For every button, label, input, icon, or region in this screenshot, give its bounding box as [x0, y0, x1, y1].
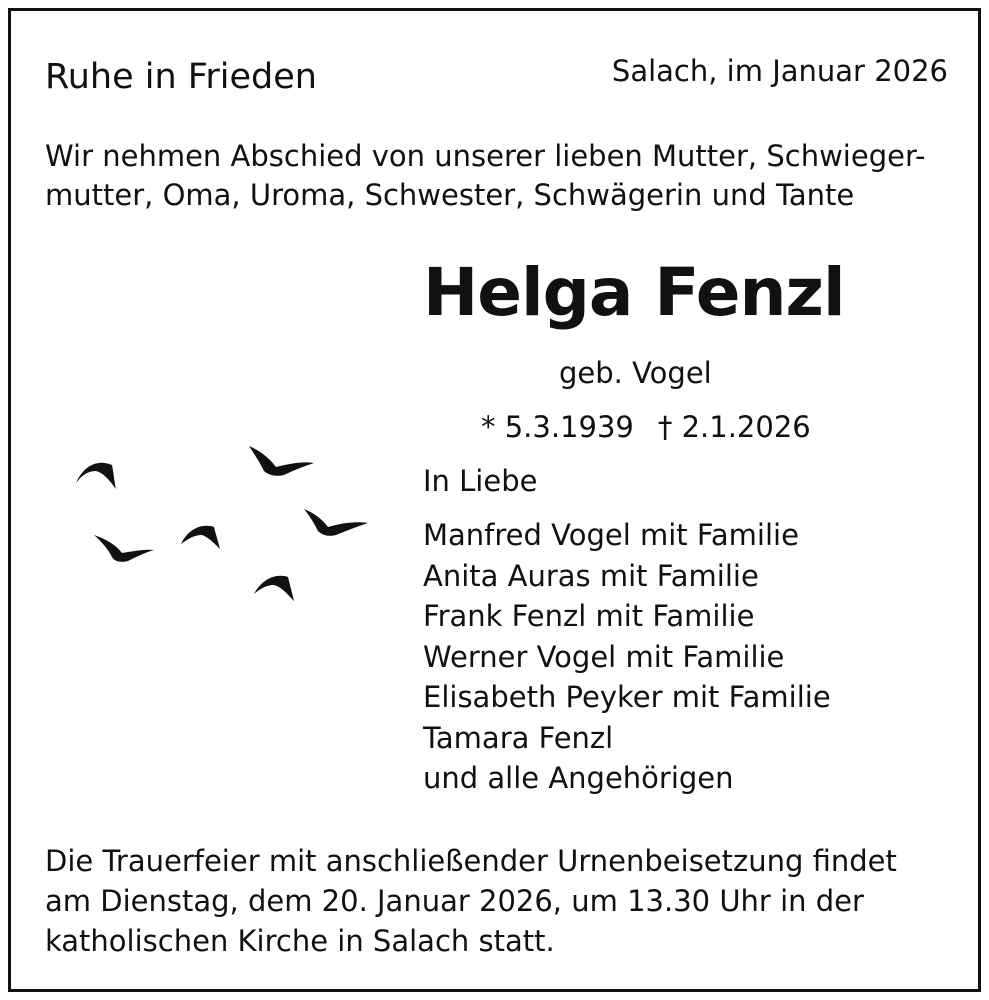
bird-icon — [249, 446, 314, 476]
bird-icon — [76, 463, 116, 489]
intro-line: mutter, Oma, Uroma, Schwester, Schwägerin und Tante — [45, 178, 855, 212]
obituary-notice — [8, 8, 981, 992]
list-item: Werner Vogel mit Familie — [423, 639, 785, 674]
place-date: Salach, im Januar 2026 — [611, 54, 948, 88]
intro-text — [45, 137, 945, 215]
mourners-list — [423, 515, 831, 799]
service-line: am Dienstag, dem 20. Januar 2026, um 13.30 Uhr in der — [45, 884, 864, 918]
bird-icon — [254, 576, 294, 601]
list-item: Elisabeth Peyker mit Familie — [423, 680, 831, 714]
list-item: Tamara Fenzl — [423, 720, 614, 755]
birth-date: * 5.3.1939 — [481, 410, 634, 444]
closing-phrase: In Liebe — [423, 464, 538, 498]
list-item: Frank Fenzl mit Familie — [423, 599, 755, 633]
bird-icon — [181, 526, 220, 549]
service-line: katholischen Kirche in Salach statt. — [45, 924, 555, 958]
list-item: Manfred Vogel mit Familie — [423, 518, 799, 552]
flying-birds-icon — [56, 431, 376, 621]
service-line: Die Trauerfeier mit anschließender Urnenbeisetzung findet — [45, 844, 897, 878]
deceased-name: Helga Fenzl — [423, 254, 845, 331]
intro-line: Wir nehmen Abschied von unserer lieben Mutter, Schwieger- — [45, 139, 926, 173]
life-dates — [481, 407, 811, 447]
bird-icon — [304, 509, 368, 536]
death-date: † 2.1.2026 — [657, 410, 811, 444]
list-item: und alle Angehörigen — [423, 761, 734, 795]
heading: Ruhe in Frieden — [45, 57, 317, 97]
bird-icon — [94, 535, 154, 562]
funeral-service-info — [45, 841, 897, 961]
list-item: Anita Auras mit Familie — [423, 558, 759, 593]
birth-name: geb. Vogel — [559, 356, 712, 390]
